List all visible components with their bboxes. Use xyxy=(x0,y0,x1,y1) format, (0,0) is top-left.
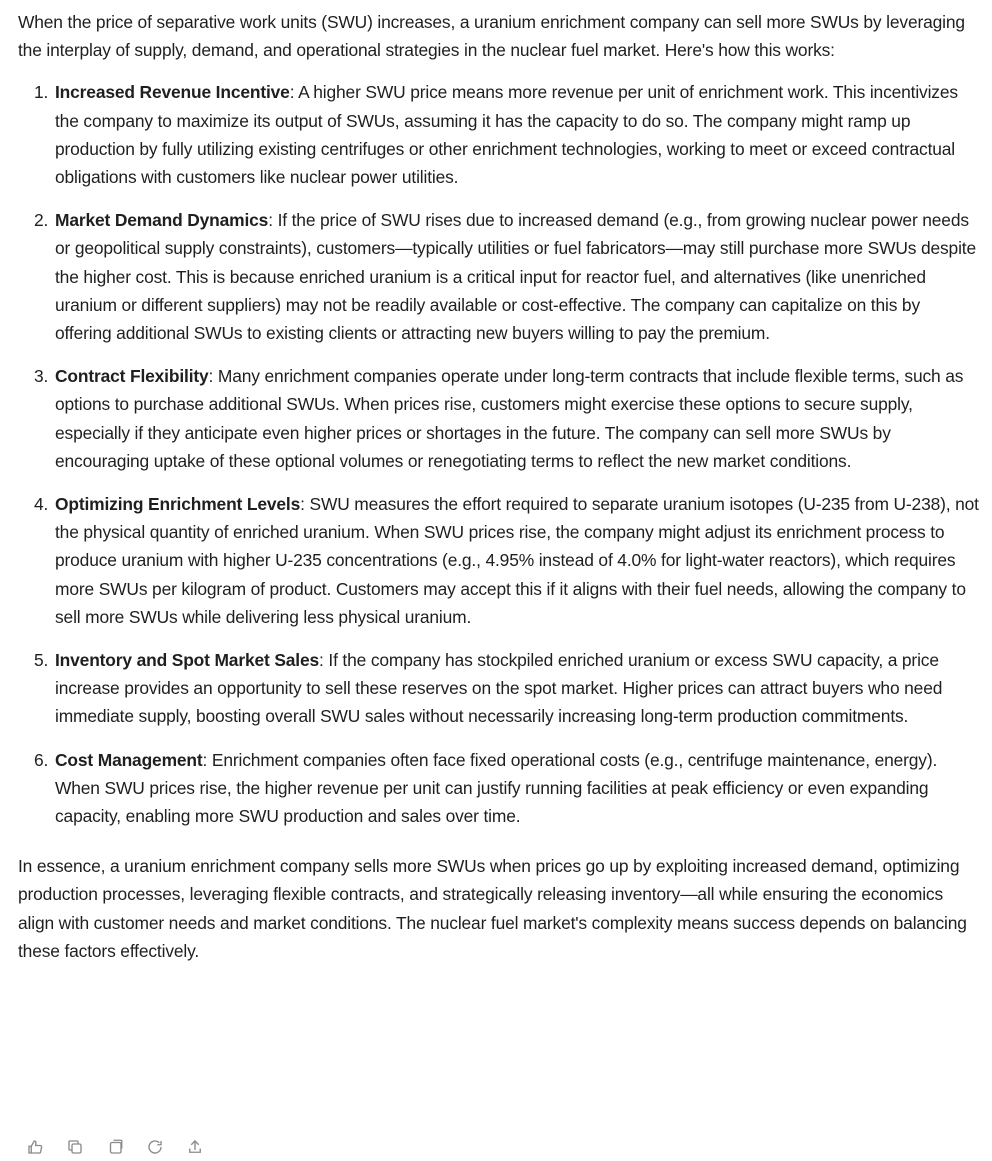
list-number: 5. xyxy=(34,650,49,671)
list-term: Inventory and Spot Market Sales xyxy=(55,650,320,671)
response-actions xyxy=(26,1138,204,1156)
intro-paragraph: When the price of separative work units (SWU) increases, a uranium enrichment company can sell more SWUs by leveraging the interplay of supply, demand, and operational strategies in the nuclear fuel market. Here's how this works: xyxy=(18,12,965,61)
list-text: SWU measures the effort required to separate uranium isotopes (U-235 from U-238), not the physical quantity of enriched uranium. When SWU prices rise, the company might adjust its enrichment process to produce uranium with higher U-235 concentrations (e.g., 4.95% instead of 4.0% for light-water reactors), which requires more SWUs per kilogram of product. Customers may accept this if it aligns with their fuel needs, allowing the company to sell more SWUs while delivering less physical uranium. xyxy=(55,494,979,627)
copy-icon[interactable] xyxy=(66,1138,84,1156)
list-term: Increased Revenue Incentive xyxy=(55,82,290,103)
assistant-response xyxy=(18,8,980,965)
regenerate-icon[interactable] xyxy=(146,1138,164,1156)
list-item: 2. Market Demand Dynamics: If the price of SWU rises due to increased demand (e.g., from growing nuclear power needs or geopolitical supply constraints), customers—typically utilities or fuel fabricators—may still purchase more SWUs despite the higher cost. This is because enriched uranium is a critical input for reactor fuel, and alternatives (like unenriched uranium or different suppliers) may not be readily available or cost-effective. The company can capitalize on this by offering additional SWUs to existing clients or attracting new buyers willing to pay the premium. xyxy=(18,206,980,347)
points-list xyxy=(18,78,980,830)
copy-stack-icon[interactable] xyxy=(106,1138,124,1156)
thumbs-up-icon[interactable] xyxy=(26,1138,44,1156)
list-term: Market Demand Dynamics xyxy=(55,210,269,231)
list-term: Cost Management xyxy=(55,749,203,770)
list-number: 1. xyxy=(34,82,49,103)
list-text: If the price of SWU rises due to increased demand (e.g., from growing nuclear power needs or geopolitical supply constraints), customers—typically utilities or fuel fabricators—may still purchase more SWUs despite the higher cost. This is because enriched uranium is a critical input for reactor fuel, and alternatives (like unenriched uranium or different suppliers) may not be readily available or cost-effective. The company can capitalize on this by offering additional SWUs to existing clients or attracting new buyers willing to pay the premium. xyxy=(55,210,976,344)
list-item: 6. Cost Management: Enrichment companies often face fixed operational costs (e.g., centrifuge maintenance, energy). When SWU prices rise, the higher revenue per unit can justify running facilities at peak efficiency or even expanding capacity, enabling more SWU production and sales over time. xyxy=(18,746,980,831)
outro-paragraph: In essence, a uranium enrichment company sells more SWUs when prices go up by exploiting increased demand, optimizing production processes, leveraging flexible contracts, and strategically releasing inventory—all while ensuring the economics align with customer needs and market conditions. The nuclear fuel market's complexity means success depends on balancing these factors effectively. xyxy=(18,856,967,961)
list-number: 6. xyxy=(34,749,49,770)
list-text: Many enrichment companies operate under long-term contracts that include flexible terms, such as options to purchase additional SWUs. When prices rise, customers might exercise these options to secure supply, especially if they anticipate even higher prices or shortages in the future. The company can sell more SWUs by encouraging uptake of these optional volumes or renegotiating terms to reflect the new market conditions. xyxy=(55,366,964,471)
list-text: Enrichment companies often face fixed operational costs (e.g., centrifuge maintenance, energy). When SWU prices rise, the higher revenue per unit can justify running facilities at peak efficiency or even expanding capacity, enabling more SWU production and sales over time. xyxy=(55,749,938,827)
list-term: Contract Flexibility xyxy=(55,366,209,387)
list-text: A higher SWU price means more revenue per unit of enrichment work. This incentivizes the company to maximize its output of SWUs, assuming it has the capacity to do so. The company might ramp up production by fully utilizing existing centrifuges or other enrichment technologies, working to meet or exceed contractual obligations with customers like nuclear power utilities. xyxy=(55,82,958,188)
list-item: 5. Inventory and Spot Market Sales: If the company has stockpiled enriched uranium or excess SWU capacity, a price increase provides an opportunity to sell these reserves on the spot market. Higher prices can attract buyers who need immediate supply, boosting overall SWU sales without necessarily increasing long-term production commitments. xyxy=(18,646,980,731)
list-number: 3. xyxy=(34,366,49,387)
share-icon[interactable] xyxy=(186,1138,204,1156)
list-item: 1. Increased Revenue Incentive: A higher SWU price means more revenue per unit of enrichment work. This incentivizes the company to maximize its output of SWUs, assuming it has the capacity to do so. The company might ramp up production by fully utilizing existing centrifuges or other enrichment technologies, working to meet or exceed contractual obligations with customers like nuclear power utilities. xyxy=(18,78,980,191)
list-number: 2. xyxy=(34,210,49,231)
list-number: 4. xyxy=(34,494,49,515)
list-item: 3. Contract Flexibility: Many enrichment companies operate under long-term contracts that include flexible terms, such as options to purchase additional SWUs. When prices rise, customers might exercise these options to secure supply, especially if they anticipate even higher prices or shortages in the future. The company can sell more SWUs by encouraging uptake of these optional volumes or renegotiating terms to reflect the new market conditions. xyxy=(18,362,980,475)
list-text: If the company has stockpiled enriched uranium or excess SWU capacity, a price increase provides an opportunity to sell these reserves on the spot market. Higher prices can attract buyers who need immediate supply, boosting overall SWU sales without necessarily increasing long-term production commitments. xyxy=(55,650,943,727)
list-item: 4. Optimizing Enrichment Levels: SWU measures the effort required to separate uranium isotopes (U-235 from U-238), not the physical quantity of enriched uranium. When SWU prices rise, the company might adjust its enrichment process to produce uranium with higher U-235 concentrations (e.g., 4.95% instead of 4.0% for light-water reactors), which requires more SWUs per kilogram of product. Customers may accept this if it aligns with their fuel needs, allowing the company to sell more SWUs while delivering less physical uranium. xyxy=(18,490,980,631)
list-term: Optimizing Enrichment Levels xyxy=(55,494,301,515)
